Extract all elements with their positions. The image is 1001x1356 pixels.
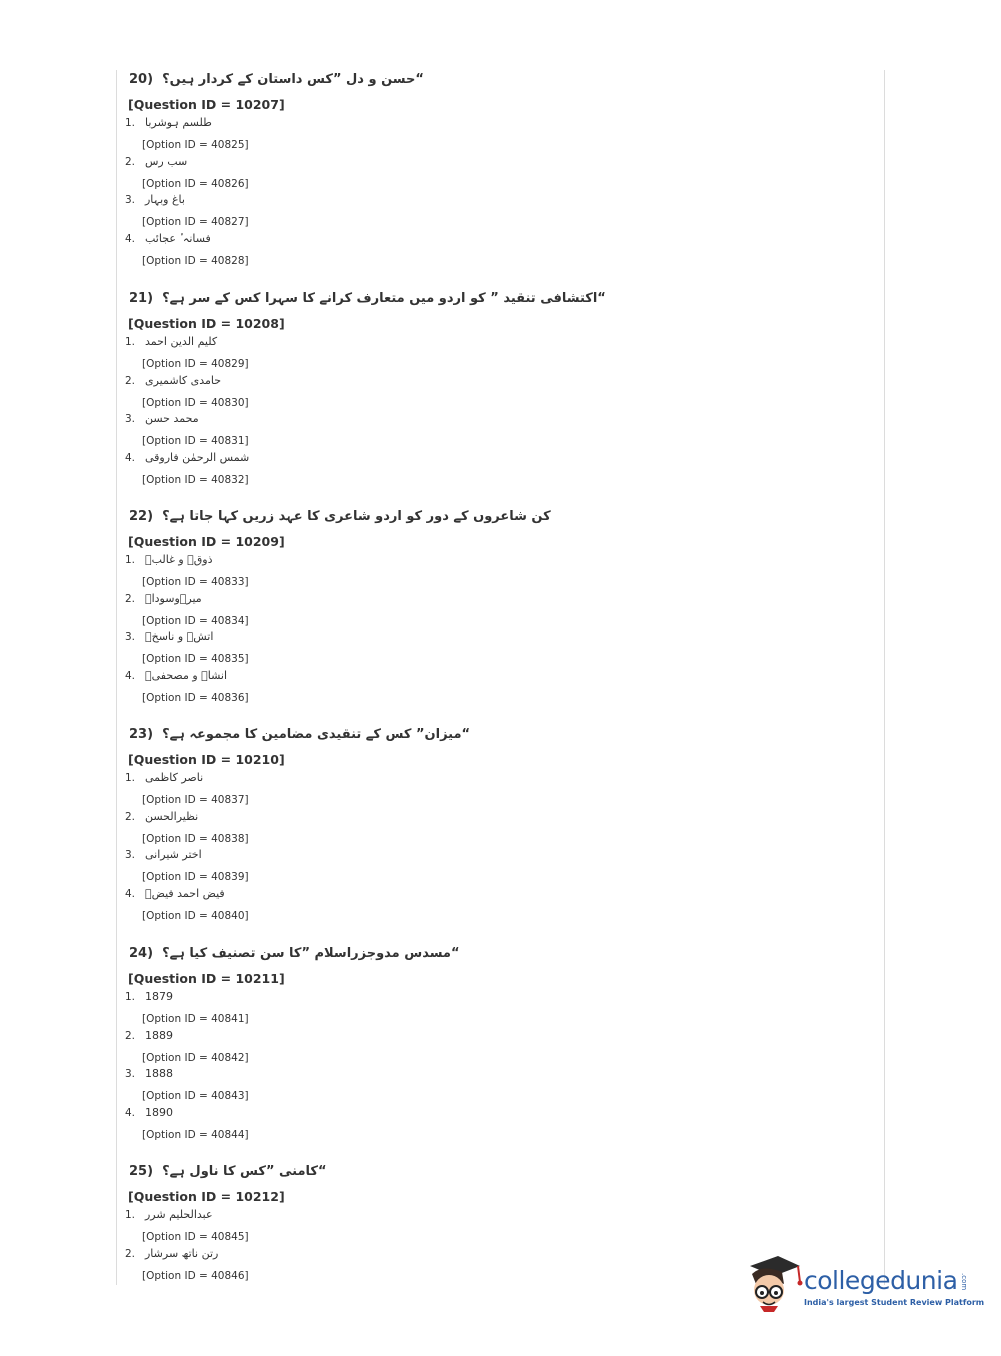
question-title bbox=[129, 72, 424, 87]
option-text: فیض احمد فیضؔ bbox=[145, 886, 225, 900]
left-margin-rule bbox=[116, 70, 117, 1285]
question-title bbox=[129, 1164, 327, 1179]
option-id: [Option ID = 40843] bbox=[142, 1090, 249, 1102]
option-id: [Option ID = 40837] bbox=[142, 794, 249, 806]
option-text: کلیم الدین احمد bbox=[145, 335, 218, 348]
question-text: “اکتشافی تنقید ” کو اردو میں متعارف کرانے کا سہرا کس کے سر ہے؟ bbox=[162, 291, 606, 306]
option-text: باغ وبہار bbox=[145, 193, 185, 206]
option-text: طلسم ہوشربا bbox=[145, 116, 212, 129]
option-id: [Option ID = 40836] bbox=[142, 691, 249, 704]
option-id: [Option ID = 40840] bbox=[142, 909, 249, 922]
question-id: [Question ID = 10211] bbox=[128, 971, 285, 986]
option-number: 2. bbox=[125, 155, 136, 168]
question-text: “میزان” کس کے تنقیدی مضامین کا مجموعہ ہے؟ bbox=[162, 727, 471, 742]
question-text: کن شاعروں کے دور کو اردو شاعری کا عہد زریں کہا جاتا ہے؟ bbox=[162, 509, 551, 524]
option-id: [Option ID = 40827] bbox=[142, 216, 249, 228]
option-number: 2. bbox=[125, 592, 136, 605]
option-number: 1. bbox=[125, 1209, 136, 1221]
student-mascot-icon bbox=[742, 1254, 804, 1314]
question-number: 22) bbox=[129, 509, 154, 524]
option-id: [Option ID = 40846] bbox=[142, 1269, 249, 1282]
option-number: 4. bbox=[125, 887, 136, 900]
option-text: ذوقؔ و غالبؔ bbox=[145, 553, 213, 566]
option-id: [Option ID = 40830] bbox=[142, 396, 249, 409]
logo-dotcom: .com bbox=[960, 1273, 968, 1291]
option-id: [Option ID = 40839] bbox=[142, 871, 249, 883]
question-number: 21) bbox=[129, 291, 154, 306]
collegedunia-logo bbox=[742, 1248, 985, 1320]
option-text: نظیرالحسن bbox=[145, 809, 199, 823]
option-text: اختر شیرانی bbox=[145, 848, 202, 861]
option-id: [Option ID = 40831] bbox=[142, 435, 249, 447]
option-text: فسانہ ٔ عجائب bbox=[145, 231, 211, 245]
question-text: “مسدس مدوجزراسلام ”کا سن تصنیف کیا ہے؟ bbox=[162, 946, 460, 961]
option-text: محمد حسن bbox=[145, 412, 199, 425]
option-number: 2. bbox=[125, 1247, 136, 1260]
option-text: سب رس bbox=[145, 154, 188, 168]
question-id: [Question ID = 10209] bbox=[128, 534, 285, 549]
question-title bbox=[129, 727, 470, 742]
option-text: 1888 bbox=[145, 1067, 173, 1080]
option-text: ناصر کاظمی bbox=[145, 771, 204, 784]
option-number: 2. bbox=[125, 1029, 136, 1042]
option-id: [Option ID = 40825] bbox=[142, 139, 249, 151]
question-number: 23) bbox=[129, 727, 154, 742]
option-id: [Option ID = 40842] bbox=[142, 1051, 249, 1064]
option-number: 3. bbox=[125, 194, 136, 206]
option-number: 2. bbox=[125, 810, 136, 823]
option-number: 1. bbox=[125, 554, 136, 566]
question-number: 20) bbox=[129, 72, 154, 87]
question-id: [Question ID = 10212] bbox=[128, 1189, 285, 1204]
option-id: [Option ID = 40844] bbox=[142, 1128, 249, 1141]
option-number: 1. bbox=[125, 117, 136, 129]
right-margin-rule bbox=[884, 70, 885, 1285]
option-number: 3. bbox=[125, 1068, 136, 1080]
question-id: [Question ID = 10208] bbox=[128, 316, 285, 331]
logo-wordmark: collegedunia bbox=[804, 1266, 958, 1295]
option-id: [Option ID = 40826] bbox=[142, 177, 249, 190]
option-text: 1879 bbox=[145, 990, 173, 1003]
option-id: [Option ID = 40834] bbox=[142, 614, 249, 627]
option-number: 4. bbox=[125, 451, 136, 464]
option-id: [Option ID = 40833] bbox=[142, 576, 249, 588]
option-id: [Option ID = 40828] bbox=[142, 254, 249, 267]
option-number: 3. bbox=[125, 413, 136, 425]
question-title bbox=[129, 291, 606, 306]
option-number: 1. bbox=[125, 772, 136, 784]
option-id: [Option ID = 40841] bbox=[142, 1013, 249, 1025]
question-id: [Question ID = 10210] bbox=[128, 752, 285, 767]
option-id: [Option ID = 40829] bbox=[142, 358, 249, 370]
option-number: 4. bbox=[125, 1106, 136, 1119]
question-number: 25) bbox=[129, 1164, 154, 1179]
option-number: 1. bbox=[125, 336, 136, 348]
question-text: “کامنی ”کس کا ناول ہے؟ bbox=[162, 1164, 327, 1179]
question-title bbox=[129, 946, 460, 961]
option-text: انشاؔ و مصحفیؔ bbox=[145, 668, 228, 682]
question-title bbox=[129, 509, 551, 524]
option-text: 1890 bbox=[145, 1105, 173, 1119]
option-text: 1889 bbox=[145, 1028, 173, 1042]
option-number: 3. bbox=[125, 849, 136, 861]
option-id: [Option ID = 40845] bbox=[142, 1231, 249, 1243]
question-text: “حسن و دل ”کس داستان کے کردار ہیں؟ bbox=[162, 72, 424, 87]
option-text: عبدالحلیم شرر bbox=[145, 1208, 213, 1221]
option-text: شمس الرحمٰن فاروقی bbox=[145, 450, 250, 464]
option-text: اتشؔ و ناسخؔ bbox=[145, 630, 214, 643]
option-number: 4. bbox=[125, 232, 136, 245]
option-id: [Option ID = 40835] bbox=[142, 653, 249, 665]
question-id: [Question ID = 10207] bbox=[128, 97, 285, 112]
option-text: رتن ناتھ سرشار bbox=[145, 1246, 219, 1260]
option-number: 4. bbox=[125, 669, 136, 682]
option-id: [Option ID = 40832] bbox=[142, 473, 249, 486]
option-text: حامدی کاشمیری bbox=[145, 373, 222, 387]
option-number: 3. bbox=[125, 631, 136, 643]
option-id: [Option ID = 40838] bbox=[142, 832, 249, 845]
option-number: 2. bbox=[125, 374, 136, 387]
option-text: میرؔوسوداؔ bbox=[145, 591, 202, 605]
question-number: 24) bbox=[129, 946, 154, 961]
logo-tagline: India's largest Student Review Platform bbox=[804, 1298, 985, 1307]
option-number: 1. bbox=[125, 991, 136, 1003]
